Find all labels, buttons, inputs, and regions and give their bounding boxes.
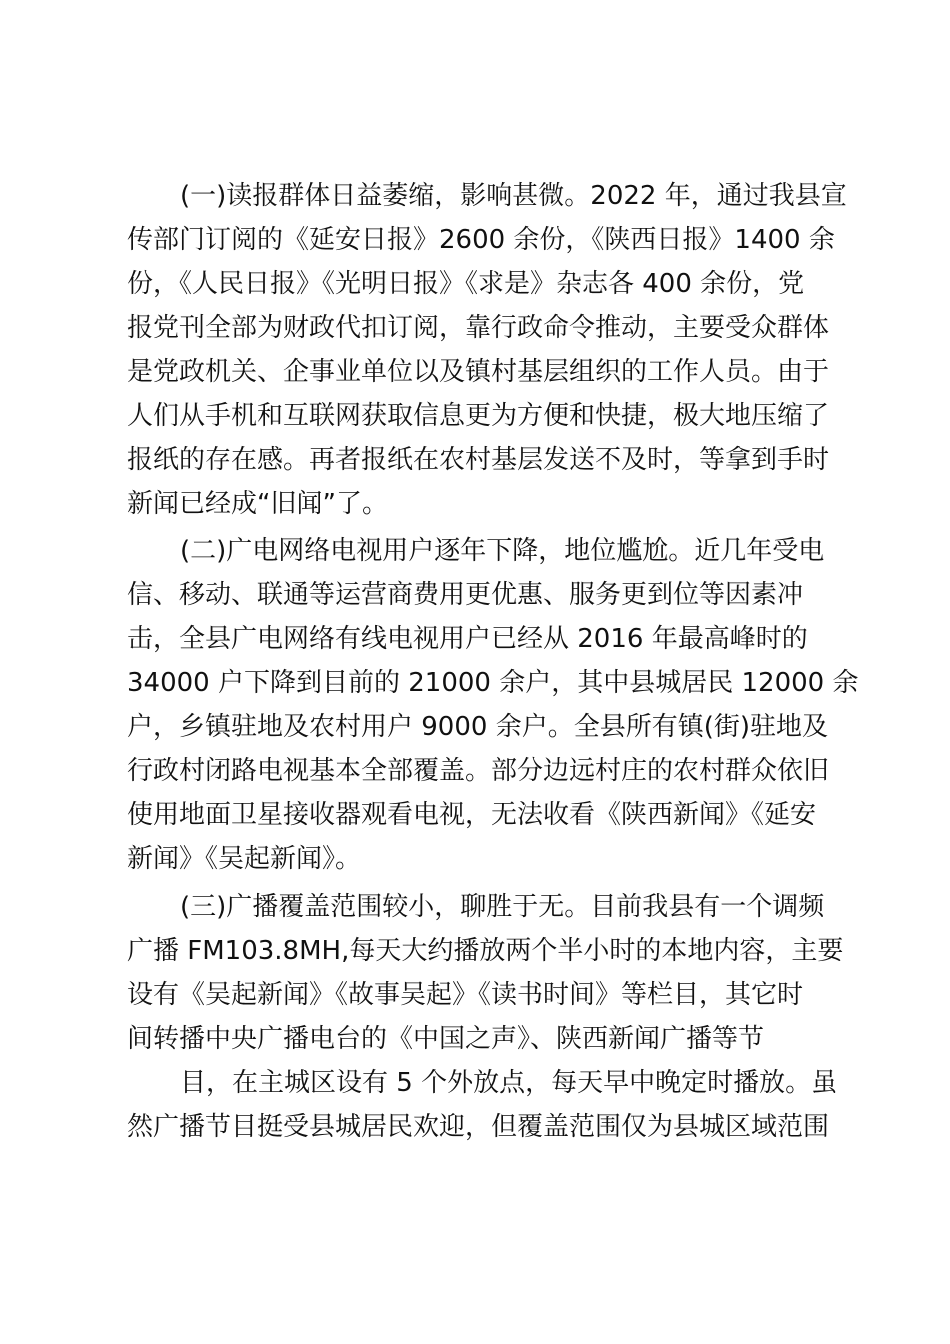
paragraph-line: 信、移动、联通等运营商费用更优惠、服务更到位等因素冲 bbox=[127, 580, 804, 610]
paragraph-line: 间转播中央广播电台的《中国之声》、陕西新闻广播等节 bbox=[127, 1024, 765, 1054]
paragraph-line: (二)广电网络电视用户逐年下降，地位尴尬。近几年受电 bbox=[180, 536, 825, 566]
paragraph-line: 击，全县广电网络有线电视用户已经从 2016 年最高峰时的 bbox=[127, 624, 808, 654]
paragraph-line: 新闻》《吴起新闻》。 bbox=[127, 844, 362, 874]
paragraph-line: 报党刊全部为财政代扣订阅，靠行政命令推动，主要受众群体 bbox=[127, 313, 830, 343]
paragraph-line: 报纸的存在感。再者报纸在农村基层发送不及时，等拿到手时 bbox=[127, 445, 830, 475]
paragraph-line: 广播 FM103.8MH,每天大约播放两个半小时的本地内容，主要 bbox=[127, 936, 844, 966]
paragraph-line: 然广播节目挺受县城居民欢迎，但覆盖范围仅为县城区域范围 bbox=[127, 1112, 830, 1142]
paragraph-line: 户，乡镇驻地及农村用户 9000 余户。全县所有镇(街)驻地及 bbox=[127, 712, 828, 742]
paragraph-line: 份，《人民日报》《光明日报》《求是》杂志各 400 余份，党 bbox=[127, 269, 805, 299]
paragraph-line: 使用地面卫星接收器观看电视，无法收看《陕西新闻》《延安 bbox=[127, 800, 817, 830]
paragraph-line: 设有《吴起新闻》《故事吴起》《读书时间》等栏目，其它时 bbox=[127, 980, 804, 1010]
paragraph-line: 是党政机关、企事业单位以及镇村基层组织的工作人员。由于 bbox=[127, 357, 830, 387]
paragraph-line: 传部门订阅的《延安日报》2600 余份，《陕西日报》1400 余 bbox=[127, 225, 835, 255]
paragraph-line: 目，在主城区设有 5 个外放点，每天早中晚定时播放。虽 bbox=[180, 1068, 838, 1098]
paragraph-line: 人们从手机和互联网获取信息更为方便和快捷，极大地压缩了 bbox=[127, 401, 830, 431]
paragraph-line: 行政村闭路电视基本全部覆盖。部分边远村庄的农村群众依旧 bbox=[127, 756, 830, 786]
paragraph-line: (三)广播覆盖范围较小，聊胜于无。目前我县有一个调频 bbox=[180, 892, 825, 922]
paragraph-line: 新闻已经成“旧闻”了。 bbox=[127, 489, 388, 519]
paragraph-line: (一)读报群体日益萎缩，影响甚微。2022 年，通过我县宣 bbox=[180, 181, 847, 211]
paragraph-line: 34000 户下降到目前的 21000 余户，其中县城居民 12000 余 bbox=[127, 668, 859, 698]
